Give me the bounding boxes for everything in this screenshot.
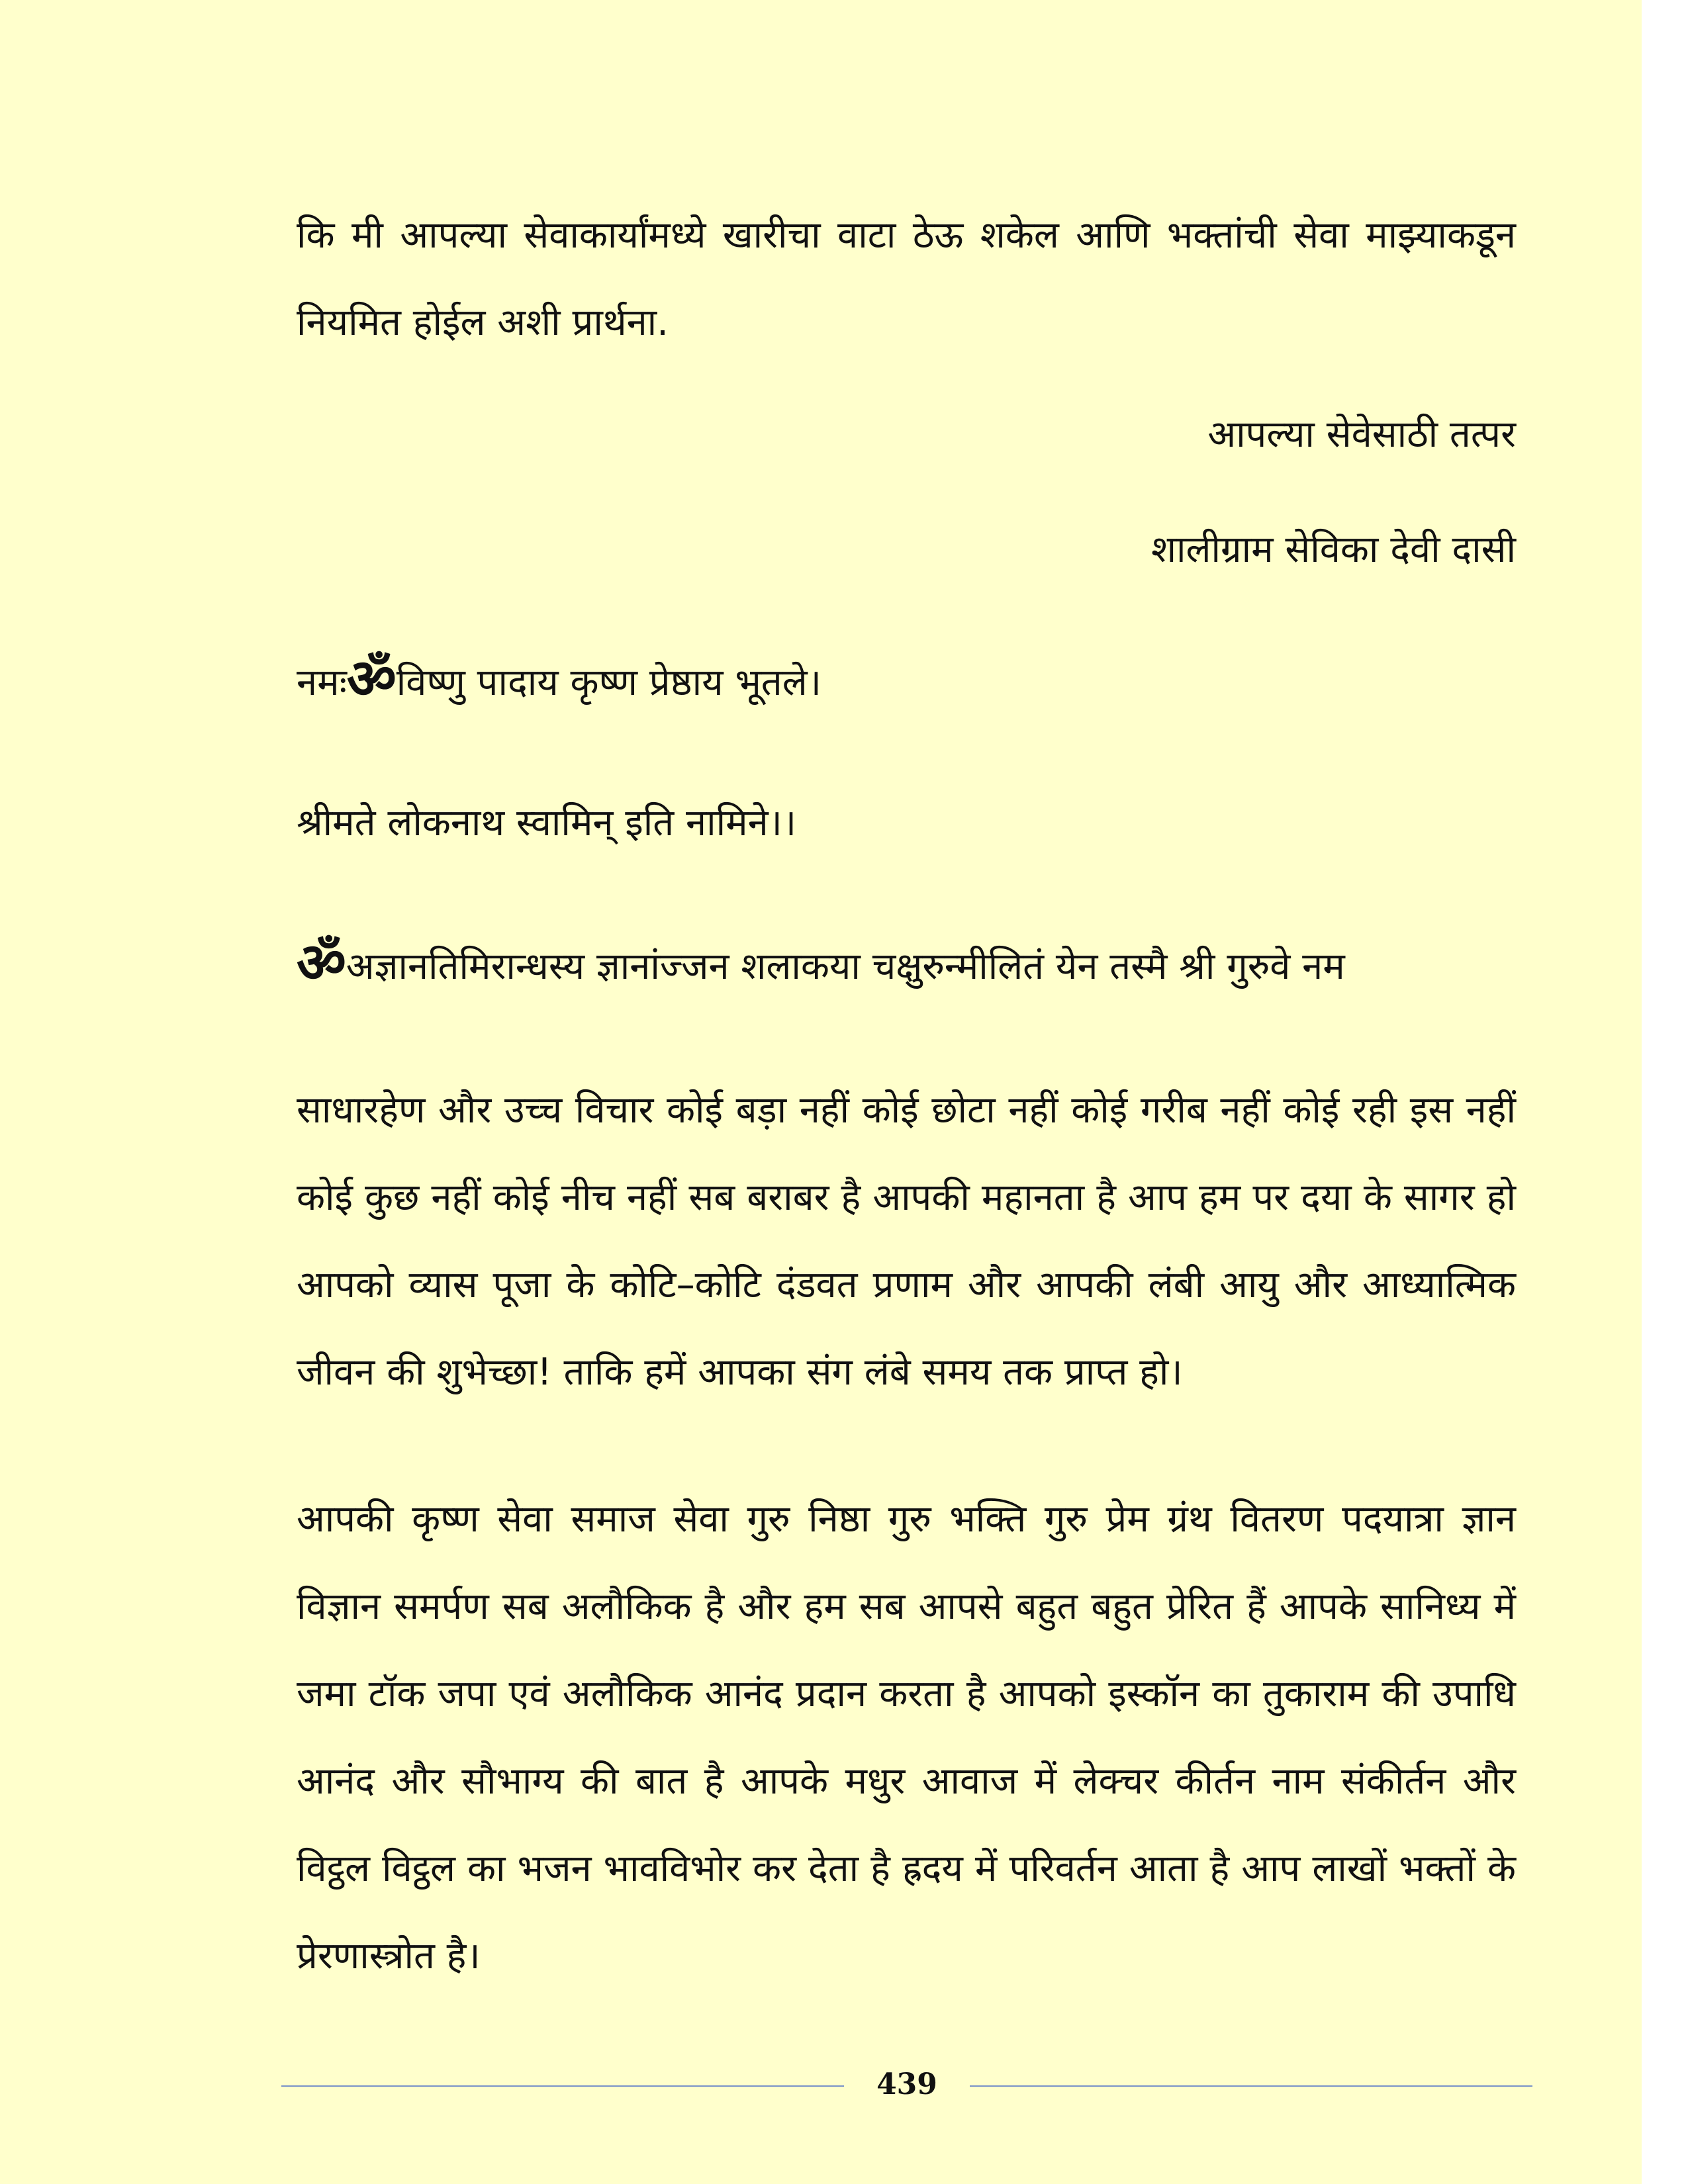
page-number: 439 <box>876 2068 937 2101</box>
body-paragraph-1: साधारहेण और उच्च विचार कोई बड़ा नहीं कोई छोटा नहीं कोई गरीब नहीं कोई रही इस नहीं कोई कुछ नहीं कोई नीच नहीं सब बराबर है आपकी महानता है आप हम पर दया के सागर हो आपको व्यास पूजा के कोटि–कोटि दंडवत प्रणाम और आपकी लंबी आयु और आध्यात्मिक जीवन की शुभेच्छा! ताकि हमें आपका संग लंबे समय तक प्राप्त हो। <box>297 1089 1516 1394</box>
page-content <box>297 192 1516 2000</box>
verse-1-text: विष्णु पादाय कृष्ण प्रेष्ठाय भूतले। <box>396 661 821 704</box>
body-paragraph-2: आपकी कृष्ण सेवा समाज सेवा गुरु निष्ठा गुरु भक्ति गुरु प्रेम ग्रंथ वितरण पदयात्रा ज्ञान विज्ञान समर्पण सब अलौकिक है और हम सब आपसे बहुत बहुत प्रेरित हैं आपके सानिध्य में जमा टॉक जपा एवं अलौकिक आनंद प्रदान करता है आपको इस्कॉन का तुकाराम की उपाधि आनंद और सौभाग्य की बात है आपके मधुर आवाज में लेक्चर कीर्तन नाम संकीर्तन और विट्ठल विट्ठल का भजन भावविभोर कर देता है ह्रदय में परिवर्तन आता है आप लाखों भक्तों के प्रेरणास्त्रोत है। <box>297 1498 1516 1978</box>
signoff-line-2: शालीग्राम सेविका देवी दासी <box>1150 528 1516 571</box>
footer-rule-left <box>281 2085 844 2087</box>
verse-2: श्रीमते लोकनाथ स्वामिन् इति नामिने।। <box>297 801 797 844</box>
om-symbol: ॐ <box>297 932 346 995</box>
verse-3 <box>297 934 1516 997</box>
om-symbol: ॐ <box>346 648 397 711</box>
verse-3-text: अज्ञानतिमिरान्धस्य ज्ञानांज्जन शलाकया चक्षुरुन्मीलितं येन तस्मै श्री गुरुवे नम <box>346 945 1345 988</box>
opening-paragraph: कि मी आपल्या सेवाकार्यांमध्ये खारीचा वाटा ठेऊ शकेल आणि भक्तांची सेवा माझ्याकडून नियमित होईल अशी प्रार्थना. <box>297 214 1516 344</box>
verse-1 <box>297 650 1516 713</box>
verse-1-prefix: नमः <box>297 661 347 704</box>
footer-rule-right <box>970 2085 1532 2087</box>
signoff-line-1: आपल्या सेवेसाठी तत्पर <box>1207 413 1516 456</box>
page-footer <box>281 2062 1532 2115</box>
